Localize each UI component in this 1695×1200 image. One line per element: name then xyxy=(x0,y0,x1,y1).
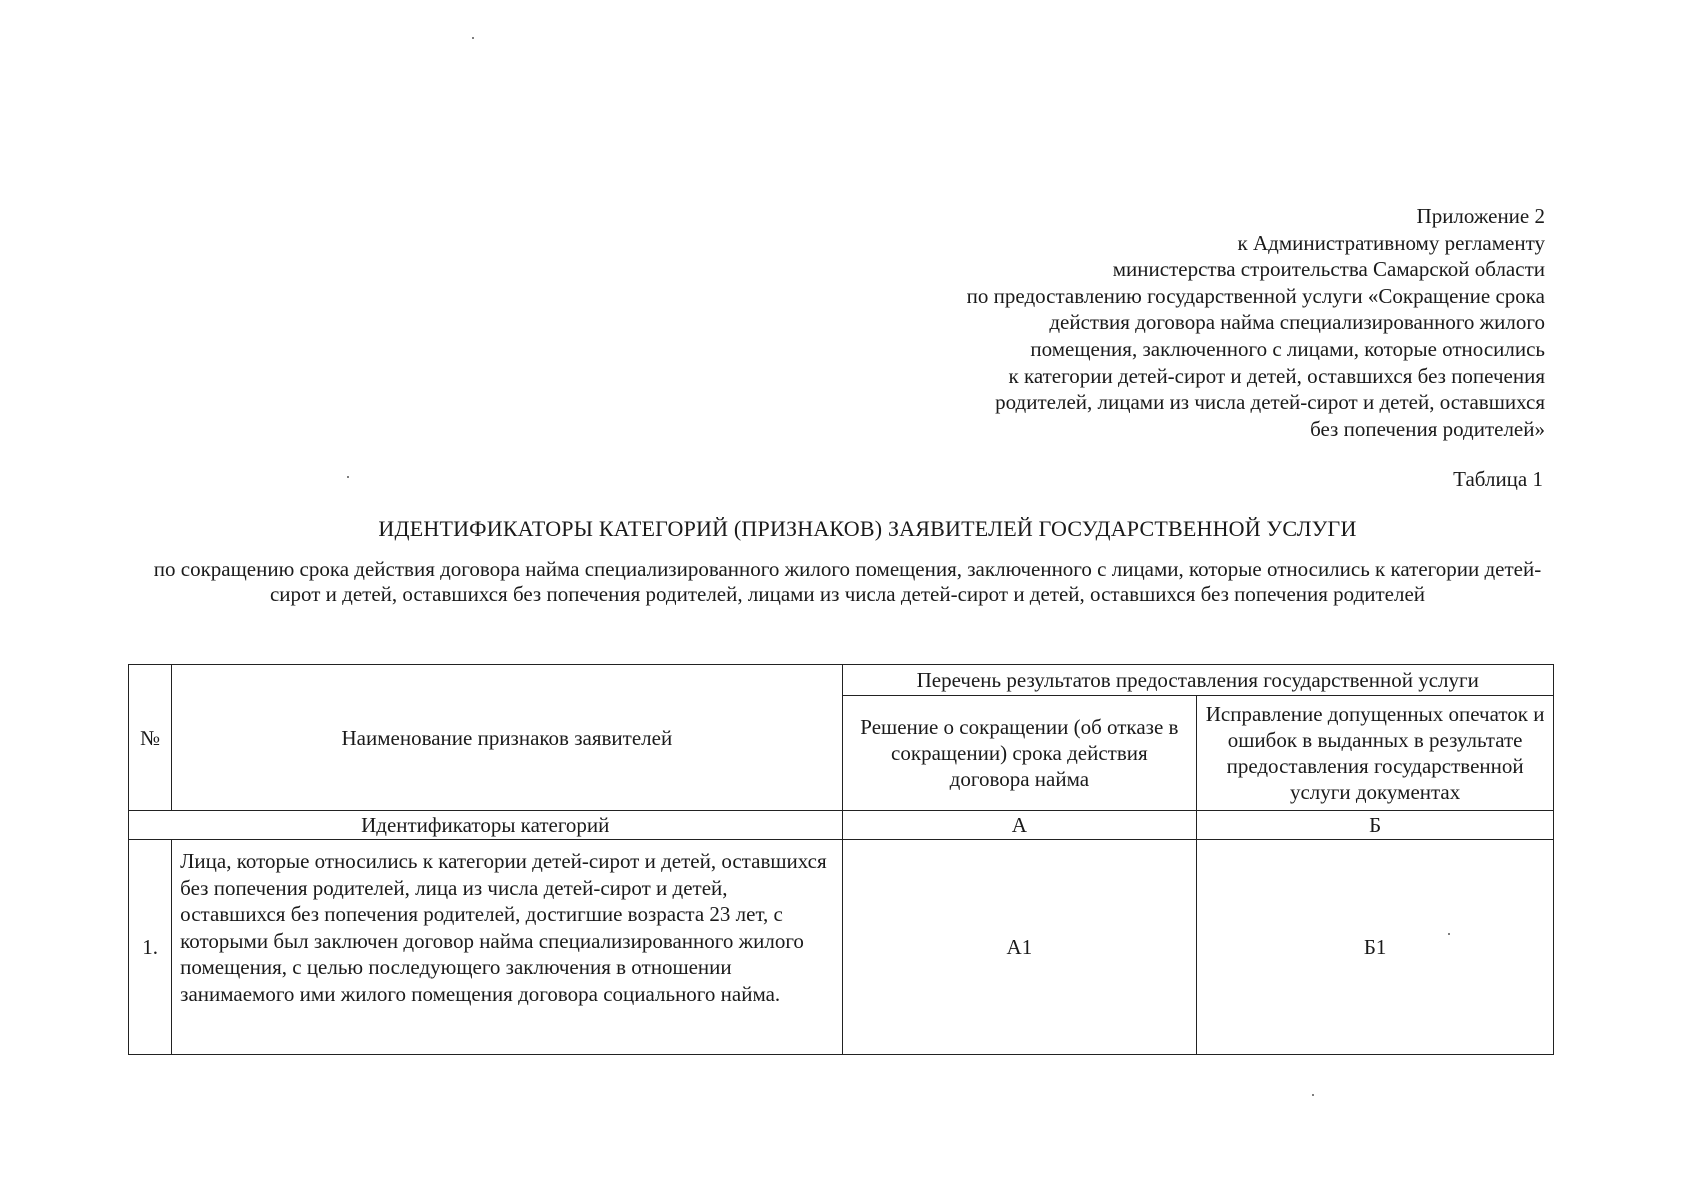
appendix-line: помещения, заключенного с лицами, которые относились xyxy=(1030,336,1545,361)
result-a-identifier: А1 xyxy=(842,840,1197,1055)
table-header-row xyxy=(129,665,1554,696)
results-group-header: Перечень результатов предоставления государственной услуги xyxy=(842,665,1553,696)
name-column-header: Наименование признаков заявителей xyxy=(172,665,842,811)
letter-b-cell: Б xyxy=(1197,811,1554,840)
table-number-label: Таблица 1 xyxy=(1453,467,1543,491)
result-a-header: Решение о сокращении (об отказе в сокращении) срока действия договора найма xyxy=(842,696,1197,811)
appendix-line: родителей, лицами из числа детей-сирот и детей, оставшихся xyxy=(995,390,1545,415)
identifiers-table xyxy=(128,664,1554,1055)
identifiers-label: Идентификаторы категорий xyxy=(129,811,843,840)
scan-speck xyxy=(347,476,349,478)
appendix-line: министерства строительства Самарской области xyxy=(1112,257,1545,282)
appendix-line: действия договора найма специализированного жилого xyxy=(1049,310,1545,335)
scan-speck xyxy=(1312,1094,1314,1096)
table-row xyxy=(129,840,1554,1055)
result-b-header: Исправление допущенных опечаток и ошибок в выданных в результате предоставления государственной услуги документах xyxy=(1197,696,1554,811)
document-title: ИДЕНТИФИКАТОРЫ КАТЕГОРИЙ (ПРИЗНАКОВ) ЗАЯВИТЕЛЕЙ ГОСУДАРСТВЕННОЙ УСЛУГИ xyxy=(378,516,1357,541)
result-b-identifier: Б1 xyxy=(1197,840,1554,1055)
letter-a-cell: А xyxy=(842,811,1197,840)
appendix-header xyxy=(825,203,1545,442)
applicant-category-text: Лица, которые относились к категории детей-сирот и детей, оставшихся без попечения родителей, лица из числа детей-сирот и детей, оставшихся без попечения родителей, достигшие возраста 23 лет, с которыми был заключен договор найма специализированного жилого помещения, с целью последующего заключения в отношении занимаемого ими жилого помещения договора социального найма. xyxy=(172,840,842,1055)
document-subtitle: по сокращению срока действия договора найма специализированного жилого помещения, заключенного с лицами, которые относились к категории детей-сирот и детей, оставшихся без попечения родителей, лицами из числа детей-сирот и детей, оставшихся без попечения родителей xyxy=(153,557,1542,606)
appendix-line: Приложение 2 xyxy=(1416,204,1545,228)
appendix-line: без попечения родителей» xyxy=(1310,416,1545,441)
appendix-line: к категории детей-сирот и детей, оставшихся без попечения xyxy=(1008,363,1545,388)
appendix-line: к Административному регламенту xyxy=(1237,230,1545,255)
appendix-line: по предоставлению государственной услуги «Сокращение срока xyxy=(966,283,1545,308)
number-column-header: № xyxy=(129,665,172,811)
scan-speck xyxy=(472,37,474,39)
row-number: 1. xyxy=(129,840,172,1055)
